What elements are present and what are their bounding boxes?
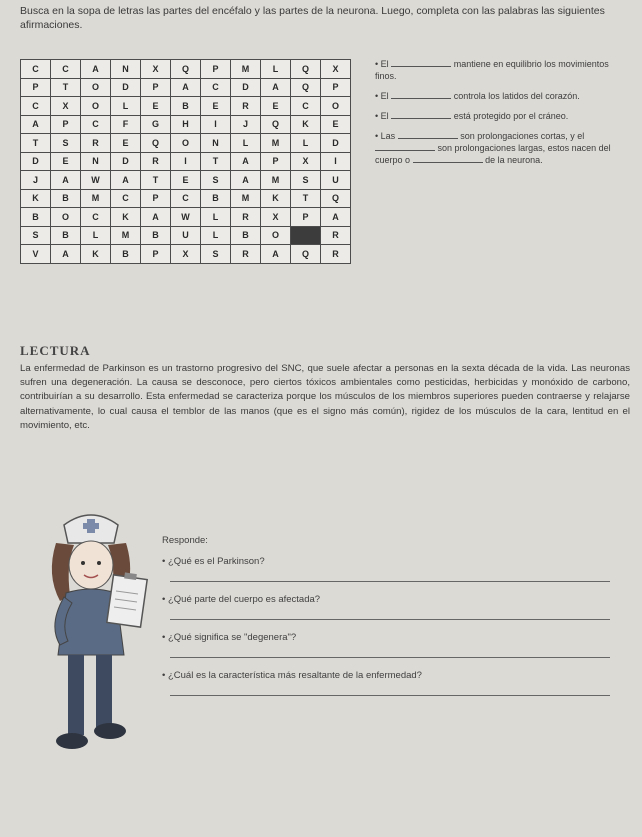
grid-cell[interactable]: C <box>291 97 321 116</box>
grid-cell[interactable]: R <box>231 208 261 227</box>
grid-cell[interactable]: A <box>261 78 291 97</box>
grid-cell[interactable]: X <box>171 245 201 264</box>
grid-cell[interactable]: O <box>81 78 111 97</box>
grid-cell[interactable]: O <box>51 208 81 227</box>
grid-cell[interactable]: B <box>141 226 171 245</box>
grid-cell[interactable]: L <box>111 97 141 116</box>
reading-text: La enfermedad de Parkinson es un trastorno progresivo del SNC, que suele afectar a personas en la sexta década de la vida. Las neuronas sufren una degeneración. La causa se desconoce, pero ciertos tóxicos ambientales como pesticidas, herbicidas y monóxido de carbono, contribuirían a su desarrollo. Esta enfermedad se caracteriza porque los músculos de los miembros superiores pueden contraerse y relajarse alternativamente, lo cual causa el temblor de las manos (que es el signo más común), rigidez de los músculos de la cara, lentitud en el movimiento, etc. <box>20 363 630 431</box>
grid-cell[interactable]: R <box>231 97 261 116</box>
grid-row <box>21 78 351 97</box>
grid-cell[interactable]: B <box>21 208 51 227</box>
grid-cell[interactable]: C <box>21 97 51 116</box>
question-4: • ¿Cuál es la característica más resaltante de la enfermedad? <box>162 670 612 696</box>
grid-row <box>21 226 351 245</box>
instructions: Busca en la sopa de letras las partes del encéfalo y las partes de la neurona. Luego, completa con las palabras las siguientes afirmaciones. <box>20 5 605 31</box>
answer-blank-4[interactable] <box>398 138 458 139</box>
grid-cell[interactable]: Q <box>291 78 321 97</box>
answer-line-2[interactable] <box>170 605 610 620</box>
grid-cell[interactable]: R <box>321 226 351 245</box>
grid-row <box>21 97 351 116</box>
grid-cell[interactable]: D <box>321 134 351 153</box>
grid-cell[interactable]: A <box>21 115 51 134</box>
grid-cell[interactable]: H <box>171 115 201 134</box>
grid-cell[interactable]: P <box>321 78 351 97</box>
grid-cell[interactable]: J <box>21 171 51 190</box>
answer-blank-3[interactable] <box>391 118 451 119</box>
grid-cell[interactable]: N <box>201 134 231 153</box>
grid-cell[interactable]: T <box>51 78 81 97</box>
grid-cell[interactable]: W <box>171 208 201 227</box>
grid-cell[interactable]: S <box>201 171 231 190</box>
nurse-illustration <box>26 505 156 760</box>
grid-cell[interactable]: M <box>111 226 141 245</box>
grid-cell[interactable]: T <box>201 152 231 171</box>
grid-cell[interactable]: P <box>261 152 291 171</box>
questions-title: Responde: <box>162 535 208 546</box>
grid-cell[interactable]: C <box>21 60 51 79</box>
grid-row <box>21 115 351 134</box>
grid-cell[interactable]: D <box>111 152 141 171</box>
grid-cell[interactable]: E <box>141 97 171 116</box>
grid-cell[interactable]: S <box>201 245 231 264</box>
grid-cell[interactable]: X <box>141 60 171 79</box>
grid-cell[interactable]: B <box>51 189 81 208</box>
statement-1: • El mantiene en equilibrio los movimientos finos. <box>375 59 609 81</box>
statement-4: • Las son prolongaciones cortas, y el son prolongaciones largas, estos nacen del cuerpo o de la neurona. <box>375 131 611 165</box>
grid-cell[interactable]: Q <box>291 245 321 264</box>
grid-cell[interactable]: M <box>231 189 261 208</box>
grid-cell[interactable]: M <box>231 60 261 79</box>
grid-cell[interactable]: Q <box>291 60 321 79</box>
grid-cell[interactable]: C <box>171 189 201 208</box>
grid-cell[interactable]: V <box>21 245 51 264</box>
grid-cell[interactable]: W <box>81 171 111 190</box>
grid-cell[interactable]: Q <box>321 189 351 208</box>
grid-cell[interactable]: A <box>231 152 261 171</box>
answer-blank-6[interactable] <box>413 162 483 163</box>
grid-cell[interactable]: C <box>51 60 81 79</box>
grid-cell[interactable]: G <box>141 115 171 134</box>
statement-2: • El controla los latidos del corazón. <box>375 91 580 101</box>
grid-cell[interactable]: A <box>141 208 171 227</box>
grid-cell[interactable]: T <box>291 189 321 208</box>
answer-blank-5[interactable] <box>375 150 435 151</box>
answer-line-1[interactable] <box>170 567 610 582</box>
grid-cell[interactable]: Q <box>261 115 291 134</box>
grid-cell[interactable]: A <box>171 78 201 97</box>
grid-cell[interactable]: B <box>51 226 81 245</box>
grid-cell[interactable]: R <box>141 152 171 171</box>
grid-cell[interactable]: P <box>21 78 51 97</box>
grid-cell[interactable]: R <box>321 245 351 264</box>
grid-cell[interactable]: X <box>321 60 351 79</box>
word-search-grid <box>20 59 351 264</box>
grid-cell[interactable]: B <box>231 226 261 245</box>
grid-cell[interactable]: L <box>291 134 321 153</box>
grid-cell[interactable]: P <box>51 115 81 134</box>
grid-cell[interactable]: S <box>291 171 321 190</box>
grid-cell[interactable]: F <box>111 115 141 134</box>
statements <box>375 58 630 174</box>
grid-cell[interactable]: N <box>81 152 111 171</box>
grid-cell[interactable]: I <box>171 152 201 171</box>
answer-line-4[interactable] <box>170 681 610 696</box>
grid-cell[interactable]: E <box>321 115 351 134</box>
question-3: • ¿Qué significa se "degenera"? <box>162 632 612 658</box>
grid-cell[interactable]: O <box>261 226 291 245</box>
question-2: • ¿Qué parte del cuerpo es afectada? <box>162 594 612 620</box>
grid-cell[interactable]: K <box>81 245 111 264</box>
grid-cell[interactable]: X <box>51 97 81 116</box>
grid-cell[interactable]: D <box>21 152 51 171</box>
grid-cell[interactable]: A <box>51 171 81 190</box>
nurse-legs <box>68 655 84 735</box>
grid-cell[interactable]: A <box>321 208 351 227</box>
grid-cell[interactable]: E <box>201 97 231 116</box>
grid-cell[interactable]: B <box>171 97 201 116</box>
question-1: • ¿Qué es el Parkinson? <box>162 556 612 582</box>
grid-cell[interactable]: C <box>201 78 231 97</box>
grid-cell[interactable]: K <box>21 189 51 208</box>
grid-cell[interactable]: B <box>201 189 231 208</box>
answer-blank-2[interactable] <box>391 98 451 99</box>
grid-cell[interactable]: C <box>81 115 111 134</box>
grid-cell[interactable]: R <box>231 245 261 264</box>
grid-cell[interactable]: D <box>231 78 261 97</box>
grid-cell[interactable]: E <box>51 152 81 171</box>
grid-row <box>21 134 351 153</box>
grid-cell[interactable]: A <box>51 245 81 264</box>
grid-cell[interactable]: O <box>171 134 201 153</box>
grid-cell[interactable]: R <box>81 134 111 153</box>
grid-cell[interactable]: I <box>201 115 231 134</box>
grid-row <box>21 245 351 264</box>
grid-cell[interactable]: X <box>291 152 321 171</box>
reading-title: LECTURA <box>20 343 91 358</box>
grid-cell[interactable]: X <box>261 208 291 227</box>
grid-row <box>21 60 351 79</box>
grid-cell[interactable]: P <box>291 208 321 227</box>
grid-cell[interactable]: M <box>261 134 291 153</box>
grid-cell[interactable]: U <box>321 171 351 190</box>
grid-cell[interactable]: O <box>321 97 351 116</box>
statement-3: • El está protegido por el cráneo. <box>375 111 569 121</box>
grid-cell[interactable]: U <box>171 226 201 245</box>
grid-cell[interactable]: K <box>111 208 141 227</box>
grid-cell[interactable] <box>291 226 321 245</box>
grid-cell[interactable]: J <box>231 115 261 134</box>
answer-line-3[interactable] <box>170 643 610 658</box>
grid-cell[interactable]: C <box>111 189 141 208</box>
grid-row <box>21 152 351 171</box>
grid-cell[interactable]: K <box>261 189 291 208</box>
grid-cell[interactable]: A <box>261 245 291 264</box>
grid-row <box>21 189 351 208</box>
answer-blank-1[interactable] <box>391 66 451 67</box>
grid-cell[interactable]: P <box>141 78 171 97</box>
grid-cell[interactable]: D <box>111 78 141 97</box>
grid-cell[interactable]: C <box>81 208 111 227</box>
grid-cell[interactable]: I <box>321 152 351 171</box>
grid-cell[interactable]: L <box>201 226 231 245</box>
grid-cell[interactable]: E <box>261 97 291 116</box>
grid-cell[interactable]: M <box>261 171 291 190</box>
questions-section <box>162 535 612 708</box>
grid-cell[interactable]: A <box>231 171 261 190</box>
grid-row <box>21 208 351 227</box>
grid-cell[interactable]: P <box>141 189 171 208</box>
grid-cell[interactable]: A <box>111 171 141 190</box>
grid-cell[interactable]: T <box>21 134 51 153</box>
grid-cell[interactable]: E <box>111 134 141 153</box>
grid-cell[interactable]: E <box>171 171 201 190</box>
grid-cell[interactable]: Q <box>171 60 201 79</box>
grid-cell[interactable]: T <box>141 171 171 190</box>
grid-cell[interactable]: N <box>111 60 141 79</box>
grid-cell[interactable]: P <box>141 245 171 264</box>
grid-cell[interactable]: K <box>291 115 321 134</box>
grid-cell[interactable]: O <box>81 97 111 116</box>
grid-cell[interactable]: B <box>111 245 141 264</box>
grid-cell[interactable]: S <box>21 226 51 245</box>
grid-cell[interactable]: S <box>51 134 81 153</box>
grid-cell[interactable]: A <box>81 60 111 79</box>
grid-cell[interactable]: Q <box>141 134 171 153</box>
grid-cell[interactable]: M <box>81 189 111 208</box>
nurse-face <box>69 541 113 589</box>
grid-cell[interactable]: L <box>201 208 231 227</box>
grid-cell[interactable]: L <box>81 226 111 245</box>
grid-cell[interactable]: P <box>201 60 231 79</box>
grid-cell[interactable]: L <box>231 134 261 153</box>
grid-cell[interactable]: L <box>261 60 291 79</box>
grid-row <box>21 171 351 190</box>
